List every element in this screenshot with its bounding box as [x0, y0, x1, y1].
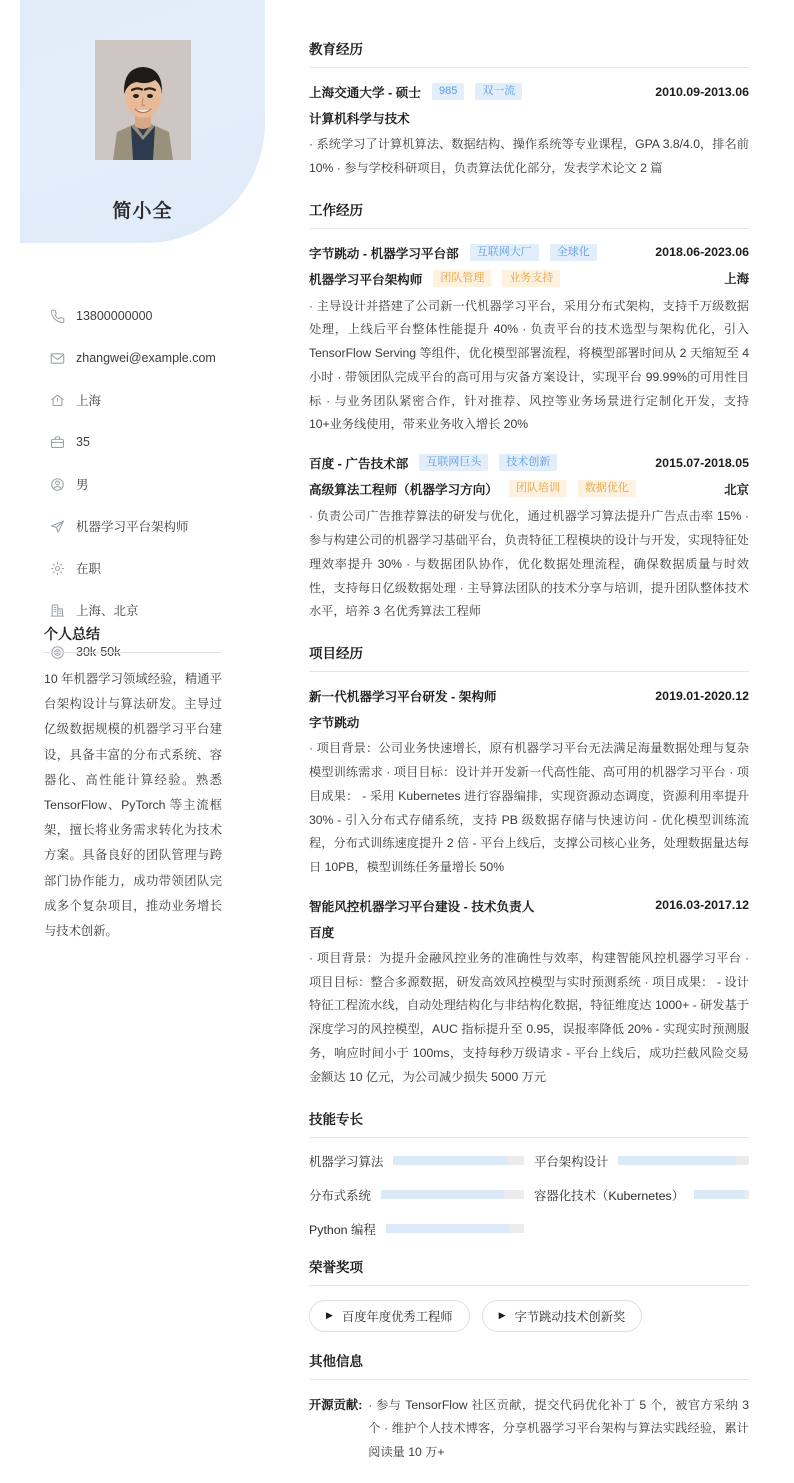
section-title-work: 工作经历 — [309, 199, 749, 229]
mail-icon — [48, 349, 66, 367]
work-company-tag: 互联网大厂 — [470, 244, 539, 261]
project-name-group — [309, 896, 534, 915]
work-company-tag: 互联网巨头 — [419, 454, 488, 471]
honor-item[interactable] — [482, 1300, 643, 1332]
section-other — [309, 1350, 749, 1465]
skill-label: 容器化技术（Kubernetes） — [534, 1188, 685, 1203]
profile-header-block — [20, 0, 265, 243]
home-icon — [48, 391, 66, 409]
skill-progress-fill — [386, 1224, 509, 1233]
honor-item[interactable] — [309, 1300, 470, 1332]
work-detail: · 主导设计并搭建了公司新一代机器学习平台，采用分布式架构，支持千万级数据处理，上线后平台整体性能提升 40% · 负责平台的技术选型与架构优化，引入 TensorFlow Serving 等组件，优化模型部署流程，将模型部署时间从 2 天缩短至 4 小时 · 带领团队完成平台的高可用与灾备方案设计，实现平台 99.99%的可用性目标 · 与业务团队紧密合作，针对推荐、风控等业务场景进行定制化开发，支持 10+业务线使用，带来业务收入增长 20% — [309, 298, 749, 432]
portrait-illustration — [95, 40, 191, 160]
briefcase-icon — [48, 433, 66, 451]
contact-value-city: 上海 — [76, 394, 102, 408]
contact-item-position — [48, 512, 278, 540]
contact-item-email — [48, 344, 278, 372]
contact-value-age: 35 — [76, 435, 90, 449]
project-date: 2019.01-2020.12 — [655, 688, 749, 703]
section-education — [309, 38, 749, 181]
project-detail: · 项目背景：为提升金融风控业务的准确性与效率，构建智能风控机器学习平台 · 项目目标：整合多源数据，研发高效风控模型与实时预测系统 · 项目成果： - 设计特征工程流水线，自动处理结构化与非结构化数据，特征维度达 1000+ - 研发基于深度学习的风控模型，AUC 指标提升至 0.95，误报率降低 20% - 实现实时预测服务，响应时间小于 100ms，支持每秒万级请求 - 平台上线后，成功拦截风险交易金额达 10 亿元，为公司减少损失 5000 万元 — [309, 950, 749, 1084]
education-major: 计算机科学与技术 — [309, 112, 410, 126]
work-detail: · 负责公司广告推荐算法的研发与优化，通过机器学习算法提升广告点击率 15% · 参与构建公司的机器学习基础平台，负责特征工程模块的设计与开发，实现特征处理效率提升 30% · 与数据团队协作，优化数据处理流程，确保数据质量与时效性，支持每日亿级数据处理 · 主导算法团队的技术分享与培训，提升团队整体技术水平，培养 3 名优秀算法工程师 — [309, 509, 749, 619]
work-role-tag: 团队管理 — [433, 270, 491, 287]
skill-progress-fill — [618, 1156, 736, 1165]
work-entry-roleline — [309, 269, 749, 288]
education-date: 2010.09-2013.06 — [655, 84, 749, 99]
other-value: · 参与 TensorFlow 社区贡献，提交代码优化补丁 5 个，被官方采纳 3 个 · 维护个人技术博客，分享机器学习平台架构与算法实践经验，累计阅读量 10 万+ — [368, 1397, 749, 1460]
contact-item-status — [48, 554, 278, 582]
other-label: 开源贡献: — [309, 1397, 363, 1412]
project-org: 字节跳动 — [309, 716, 360, 731]
honor-label: 百度年度优秀工程师 — [341, 1309, 453, 1324]
play-triangle-icon: ▶ — [326, 1310, 333, 1321]
section-title-skills: 技能专长 — [309, 1108, 749, 1138]
skill-progress-fill — [393, 1156, 508, 1165]
work-company: 百度 - 广告技术部 — [309, 457, 409, 472]
paper-plane-icon — [48, 517, 66, 535]
education-tag: 双一流 — [475, 83, 522, 100]
project-detail: · 项目背景：公司业务快速增长，原有机器学习平台无法满足海量数据处理与复杂模型训练需求 · 项目目标：设计并开发新一代高性能、高可用的机器学习平台 · 项目成果： - 采用 Kubernetes 进行容器编排，实现资源动态调度，资源利用率提升 30% - 引入分布式存储系统，支持 PB 级数据存储与快速访问 - 优化模型训练流程，分布式训练速度提升 2 倍 - 平台上线后，支撑公司核心业务，处理数据量达每日 10PB，模型训练任务量增长 50% — [309, 741, 749, 875]
skill-grid — [309, 1152, 749, 1238]
sidebar — [0, 0, 285, 1338]
skill-row — [534, 1186, 749, 1204]
section-skills — [309, 1108, 749, 1238]
contact-list — [48, 302, 278, 666]
work-role-group — [309, 479, 636, 498]
contact-item-workplace — [48, 596, 278, 624]
work-location: 北京 — [724, 482, 749, 497]
skill-progress-track — [386, 1224, 524, 1233]
work-company-tag: 技术创新 — [499, 454, 557, 471]
work-date: 2015.07-2018.05 — [655, 455, 749, 470]
education-school-group — [309, 82, 522, 101]
section-title-honors: 荣誉奖项 — [309, 1256, 749, 1286]
project-name-group — [309, 686, 497, 705]
skill-progress-track — [393, 1156, 524, 1165]
skill-progress-track — [694, 1190, 749, 1199]
work-entry — [309, 453, 749, 624]
skill-row — [309, 1186, 524, 1204]
other-row — [309, 1394, 749, 1465]
contact-value-status: 在职 — [76, 562, 102, 576]
section-projects — [309, 642, 749, 1089]
contact-item-age — [48, 428, 278, 456]
skill-row — [534, 1152, 749, 1170]
project-entry — [309, 686, 749, 880]
summary-section — [44, 624, 222, 944]
avatar — [95, 40, 191, 160]
skill-label: 分布式系统 — [309, 1188, 371, 1203]
work-role-tag: 业务支持 — [502, 270, 560, 287]
section-title-other: 其他信息 — [309, 1350, 749, 1380]
skill-row — [309, 1220, 524, 1238]
skill-progress-fill — [381, 1190, 504, 1199]
work-company-group — [309, 453, 557, 472]
work-entry-headline — [309, 453, 749, 472]
section-honors — [309, 1256, 749, 1332]
skill-row — [309, 1152, 524, 1170]
project-entry-headline — [309, 686, 749, 705]
skill-label: 平台架构设计 — [534, 1154, 609, 1169]
contact-item-gender — [48, 470, 278, 498]
contact-item-phone — [48, 302, 278, 330]
section-title-projects: 项目经历 — [309, 642, 749, 672]
education-school: 上海交通大学 - 硕士 — [309, 86, 421, 100]
project-entry — [309, 896, 749, 1090]
contact-value-workplace: 上海、北京 — [76, 604, 139, 618]
skill-progress-track — [618, 1156, 749, 1165]
contact-item-city — [48, 386, 278, 414]
contact-value-phone: 13800000000 — [76, 309, 153, 323]
work-company-group — [309, 243, 597, 262]
summary-text: 10 年机器学习领域经验，精通平台架构设计与算法研发。主导过亿级数据规模的机器学习平台建设，具备丰富的分布式系统、容器化、高性能计算经验。熟悉 TensorFlow、PyTorch 等主流框架，擅长将业务需求转化为技术方案。具备良好的团队管理与跨部门协作能力，成功带领团队完成多个复杂项目，推动业务增长与技术创新。 — [44, 672, 222, 939]
person-icon — [48, 475, 66, 493]
honor-list — [309, 1300, 749, 1332]
work-role-tag: 数据优化 — [578, 480, 636, 497]
work-role: 高级算法工程师（机器学习方向） — [309, 483, 498, 498]
main-content — [309, 38, 749, 1483]
project-entry-headline — [309, 896, 749, 915]
work-entry-roleline — [309, 479, 749, 498]
skill-progress-track — [381, 1190, 524, 1199]
work-company-tag: 全球化 — [550, 244, 597, 261]
honor-label: 字节跳动技术创新奖 — [514, 1309, 626, 1324]
contact-value-email: zhangwei@example.com — [76, 351, 216, 365]
education-detail: · 系统学习了计算机算法、数据结构、操作系统等专业课程，GPA 3.8/4.0，排名前 10% · 参与学校科研项目，负责算法优化部分，发表学术论文 2 篇 — [309, 137, 749, 175]
work-entry-headline — [309, 243, 749, 262]
phone-icon — [48, 307, 66, 325]
play-triangle-icon: ▶ — [498, 1310, 506, 1321]
project-name: 智能风控机器学习平台建设 - 技术负责人 — [309, 899, 535, 914]
work-company: 字节跳动 - 机器学习平台部 — [309, 246, 459, 261]
work-role: 机器学习平台架构师 — [309, 272, 423, 287]
project-date: 2016.03-2017.12 — [655, 898, 749, 913]
contact-value-salary: 30k-50k — [76, 645, 121, 659]
work-entry — [309, 243, 749, 438]
contact-value-gender: 男 — [76, 478, 89, 492]
education-tag: 985 — [432, 83, 464, 100]
skill-label: Python 编程 — [309, 1222, 376, 1237]
education-entry — [309, 82, 749, 181]
work-role-group — [309, 269, 560, 288]
summary-title: 个人总结 — [44, 624, 222, 653]
section-work — [309, 199, 749, 625]
section-title-education: 教育经历 — [309, 38, 749, 68]
project-name: 新一代机器学习平台研发 - 架构师 — [309, 690, 497, 705]
work-location: 上海 — [724, 272, 749, 287]
work-date: 2018.06-2023.06 — [655, 245, 749, 260]
skill-progress-fill — [694, 1190, 744, 1199]
education-entry-headline — [309, 82, 749, 101]
person-name: 简小全 — [112, 201, 173, 222]
gear-icon — [48, 559, 66, 577]
building-icon — [48, 601, 66, 619]
work-role-tag: 团队培训 — [509, 480, 567, 497]
project-org: 百度 — [309, 925, 335, 940]
skill-label: 机器学习算法 — [309, 1154, 384, 1169]
contact-value-position: 机器学习平台架构师 — [76, 520, 189, 534]
